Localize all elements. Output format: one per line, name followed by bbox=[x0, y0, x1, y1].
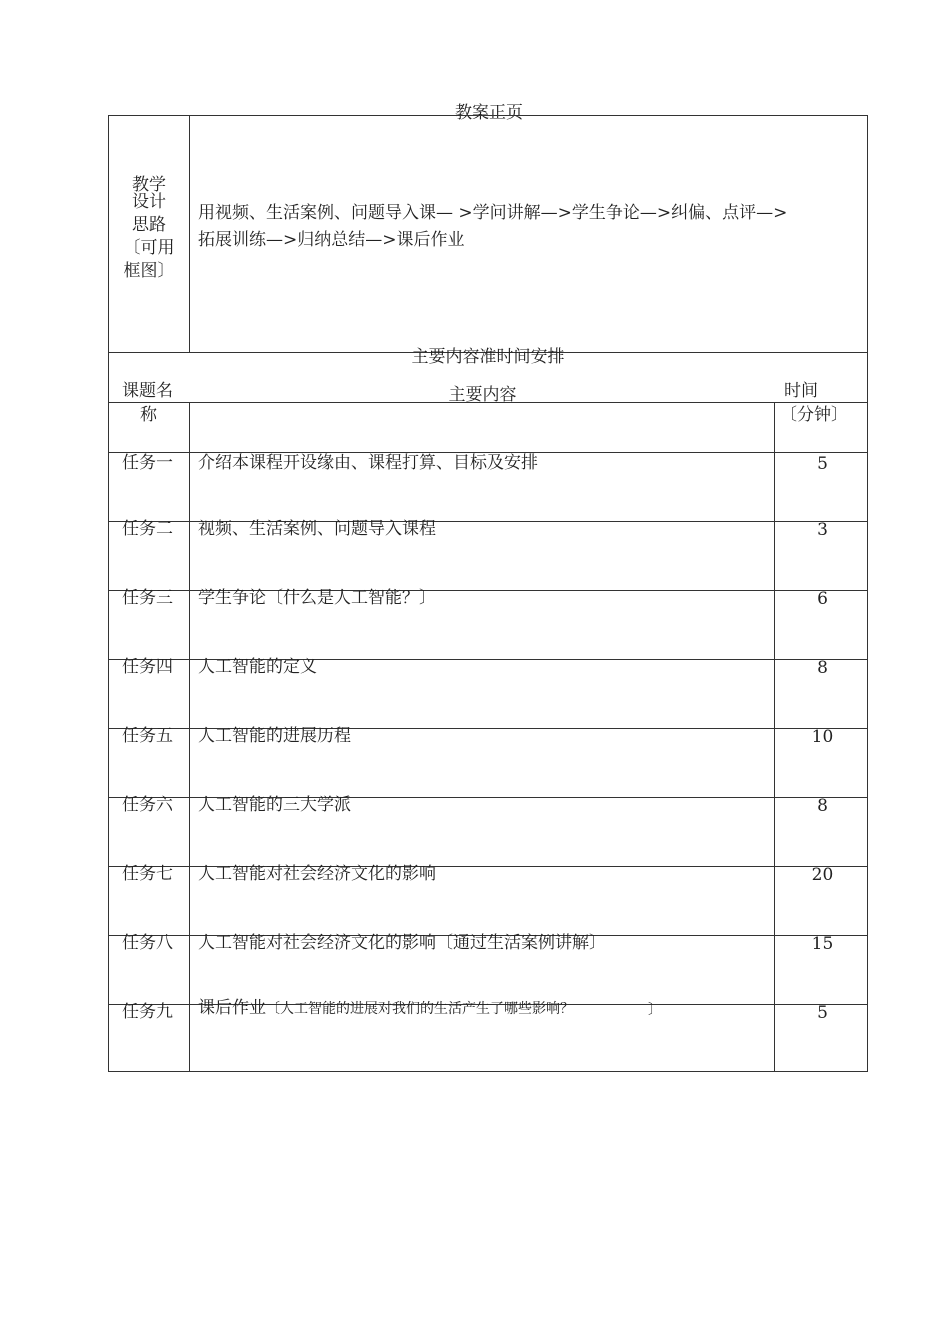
column-divider bbox=[189, 402, 190, 1072]
design-label-line: 设计 bbox=[132, 192, 166, 212]
task-time: 3 bbox=[817, 520, 828, 540]
task-name: 任务九 bbox=[122, 1002, 173, 1022]
design-label-line: 〔可用 bbox=[123, 238, 175, 258]
task-content: 学生争论〔什么是人工智能？〕 bbox=[198, 588, 436, 608]
task-name: 任务六 bbox=[122, 795, 173, 815]
design-content-line: 拓展训练—>归纳总结—>课后作业 bbox=[198, 230, 465, 250]
design-label bbox=[108, 174, 190, 283]
task-time: 20 bbox=[811, 865, 834, 885]
task-name: 任务三 bbox=[122, 588, 173, 608]
task-content: 人工智能的定义 bbox=[198, 657, 317, 677]
task-time: 5 bbox=[817, 1003, 828, 1023]
task-time: 10 bbox=[811, 727, 834, 747]
design-label-line: 框图〕 bbox=[123, 261, 175, 281]
task-time: 15 bbox=[811, 934, 834, 954]
task-content-close: 〕 bbox=[648, 1002, 662, 1018]
task-content bbox=[198, 996, 574, 1021]
task-content: 人工智能的进展历程 bbox=[198, 726, 351, 746]
topic-header-cont: 称 bbox=[140, 405, 157, 425]
design-content-line: 用视频、生活案例、问题导入课— >学问讲解—>学生争论—>纠偏、点评—> bbox=[198, 203, 788, 223]
task-content-main: 课后作业 bbox=[198, 998, 266, 1018]
task-time: 5 bbox=[817, 454, 828, 474]
task-name: 任务五 bbox=[122, 726, 173, 746]
task-name: 任务七 bbox=[122, 864, 173, 884]
schedule-section-title: 主要内容准时间安排 bbox=[411, 347, 565, 367]
task-time: 8 bbox=[817, 796, 828, 816]
page-title: 教案正页 bbox=[455, 103, 523, 123]
task-content: 介绍本课程开设缘由、课程打算、目标及安排 bbox=[198, 453, 538, 473]
time-header-unit: 〔分钟〕 bbox=[780, 405, 848, 425]
task-name: 任务二 bbox=[122, 519, 173, 539]
task-time: 8 bbox=[817, 658, 828, 678]
topic-header: 课题名 bbox=[122, 381, 173, 401]
task-content: 人工智能对社会经济文化的影响 bbox=[198, 864, 436, 884]
task-content: 视频、生活案例、问题导入课程 bbox=[198, 519, 436, 539]
task-content: 人工智能对社会经济文化的影响〔通过生活案例讲解〕 bbox=[198, 933, 606, 953]
time-header: 时间 bbox=[784, 381, 818, 401]
content-header: 主要内容 bbox=[448, 385, 517, 405]
task-content: 人工智能的三大学派 bbox=[198, 795, 351, 815]
task-name: 任务一 bbox=[122, 453, 173, 473]
task-time: 6 bbox=[817, 589, 828, 609]
task-name: 任务四 bbox=[122, 657, 173, 677]
task-content-note: 〔人工智能的进展对我们的生活产生了哪些影响？ bbox=[266, 1001, 574, 1017]
task-name: 任务八 bbox=[122, 933, 173, 953]
design-label-line: 教学 bbox=[132, 175, 166, 195]
design-label-line: 思路 bbox=[132, 215, 166, 235]
